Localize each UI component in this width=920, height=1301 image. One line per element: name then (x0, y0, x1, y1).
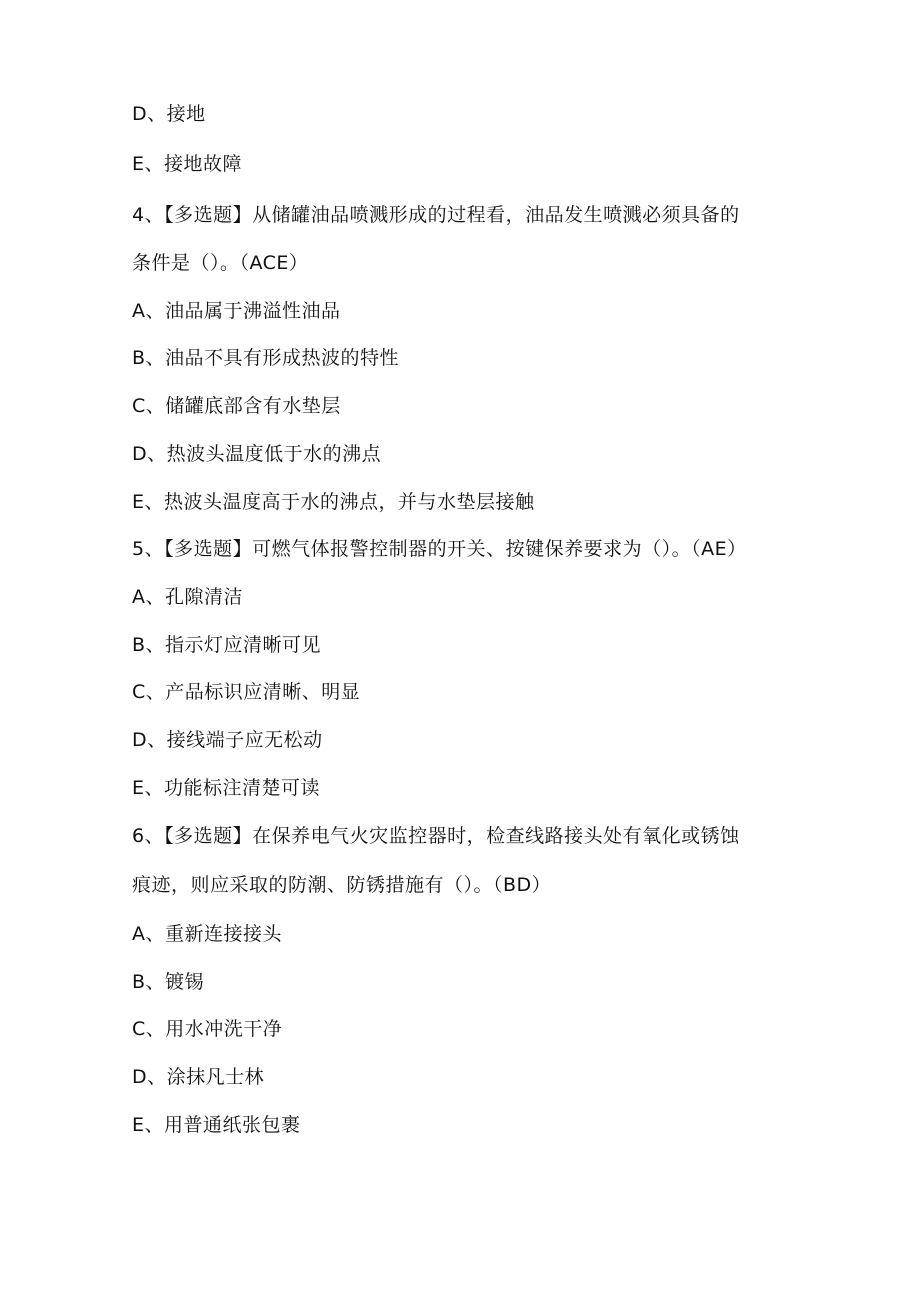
question-4-option-c: C、储罐底部含有水垫层 (132, 395, 341, 417)
question-6-option-a: A、重新连接接头 (132, 923, 282, 945)
question-5-stem: 5、【多选题】可燃气体报警控制器的开关、按键保养要求为（）。（AE） (132, 538, 747, 560)
question-6-stem-line-1: 6、【多选题】在保养电气火灾监控器时，检查线路接头处有氧化或锈蚀 (132, 825, 740, 847)
question-6-option-b: B、镀锡 (132, 971, 205, 993)
question-6-option-e: E、用普通纸张包裹 (132, 1114, 301, 1136)
question-5-option-a: A、孔隙清洁 (132, 586, 243, 608)
question-4-option-e: E、热波头温度高于水的沸点，并与水垫层接触 (132, 491, 535, 513)
question-6-option-d: D、涂抹凡士林 (132, 1066, 265, 1088)
question-4-option-d: D、热波头温度低于水的沸点 (132, 443, 382, 465)
question-4-option-a: A、油品属于沸溢性油品 (132, 300, 341, 322)
question-3-option-e: E、接地故障 (132, 153, 243, 175)
question-4-option-b: B、油品不具有形成热波的特性 (132, 347, 400, 369)
question-5-option-d: D、接线端子应无松动 (132, 729, 323, 751)
question-5-option-e: E、功能标注清楚可读 (132, 777, 321, 799)
question-4-stem-line-1: 4、【多选题】从储罐油品喷溅形成的过程看，油品发生喷溅必须具备的 (132, 204, 740, 226)
question-3-option-d: D、接地 (132, 103, 206, 125)
question-6-option-c: C、用水冲洗干净 (132, 1018, 283, 1040)
question-5-option-b: B、指示灯应清晰可见 (132, 634, 322, 656)
question-4-stem-line-2: 条件是（）。（ACE） (132, 252, 309, 274)
question-6-stem-line-2: 痕迹，则应采取的防潮、防锈措施有（）。（BD） (132, 874, 552, 896)
question-5-option-c: C、产品标识应清晰、明显 (132, 681, 361, 703)
